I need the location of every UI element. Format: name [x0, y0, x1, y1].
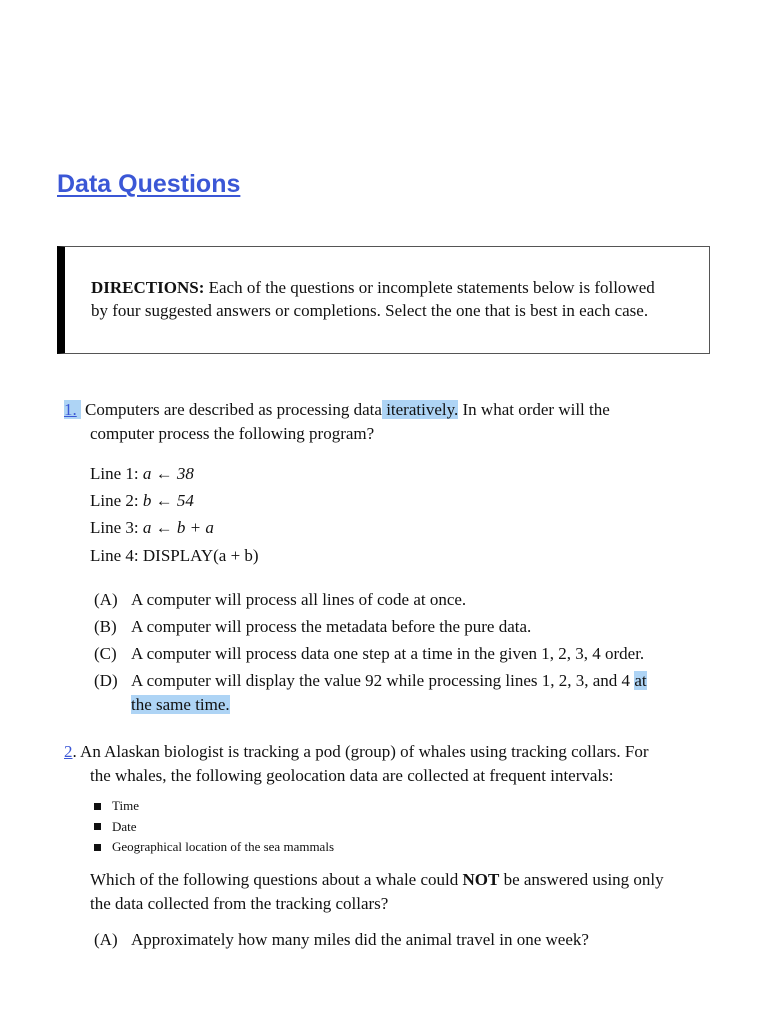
question-1: [64, 398, 610, 445]
choice-letter: (A): [94, 930, 118, 949]
question-1-text-pre: Computers are described as processing data: [80, 400, 382, 419]
directions-box: [57, 246, 710, 354]
list-item-text: Date: [112, 818, 137, 834]
code-line-4: [90, 546, 259, 566]
code-line-3-expr: a ← b + a: [142, 518, 214, 537]
code-line-2: [90, 491, 194, 511]
choice-letter: (B): [94, 617, 117, 636]
code-line-4-expr: DISPLAY(a + b): [142, 546, 259, 565]
question-1-choice-b[interactable]: [94, 615, 531, 639]
choice-text: A computer will process all lines of code at once.: [131, 590, 467, 609]
choice-letter: (C): [94, 644, 117, 663]
directions-line1: Each of the questions or incomplete statements below is followed: [204, 278, 655, 297]
question-2-prompt: [90, 868, 730, 915]
question-2-choice-a[interactable]: [94, 928, 589, 952]
question-2: [64, 740, 649, 787]
prompt-post: be answered using only: [499, 870, 664, 889]
code-line-4-prefix: Line 4:: [90, 546, 143, 565]
question-1-number-highlight: [64, 400, 81, 419]
code-line-3: [90, 518, 214, 538]
choice-letter: (A): [94, 590, 118, 609]
question-2-text-line1: An Alaskan biologist is tracking a pod (group) of whales using tracking collars. For: [76, 742, 649, 761]
code-line-2-expr: b ← 54: [142, 491, 194, 510]
question-2-text-line2: the whales, the following geolocation data are collected at frequent intervals:: [90, 765, 614, 785]
choice-letter: (D): [94, 671, 118, 690]
question-2-bullet-list: [94, 796, 334, 858]
directions-label: DIRECTIONS:: [91, 278, 205, 297]
list-item: [94, 837, 334, 858]
question-2-number-suffix: .: [72, 742, 77, 761]
choice-text: A computer will process data one step at a time in the given 1, 2, 3, 4 order.: [131, 644, 645, 663]
square-bullet-icon: [94, 823, 101, 830]
question-1-highlighted-word: iteratively.: [381, 400, 459, 419]
code-line-2-prefix: Line 2:: [90, 491, 143, 510]
choice-text: A computer will process the metadata before the pure data.: [131, 617, 532, 636]
choice-text: A computer will display the value 92 while processing lines 1, 2, 3, and 4: [131, 671, 635, 690]
prompt-pre: Which of the following questions about a whale could: [90, 870, 463, 889]
question-1-text-line2: computer process the following program?: [90, 423, 375, 443]
choice-text: Approximately how many miles did the animal travel in one week?: [131, 930, 589, 949]
list-item: [94, 817, 334, 838]
list-item-text: Geographical location of the sea mammals: [112, 839, 335, 855]
code-line-1-expr: a ← 38: [142, 464, 194, 483]
question-1-choice-a[interactable]: [94, 588, 466, 612]
list-item: [94, 796, 334, 817]
question-2-number[interactable]: 2: [64, 742, 73, 761]
question-1-text-post: In what order will the: [458, 400, 610, 419]
page-title[interactable]: Data Questions: [57, 170, 241, 198]
code-line-1-prefix: Line 1:: [90, 464, 143, 483]
list-item-text: Time: [112, 798, 139, 814]
question-1-number[interactable]: 1.: [64, 400, 77, 419]
code-line-3-prefix: Line 3:: [90, 518, 143, 537]
directions-text: [91, 276, 711, 322]
question-1-choice-c[interactable]: [94, 642, 644, 666]
code-line-1: [90, 464, 194, 484]
square-bullet-icon: [94, 844, 101, 851]
question-1-choice-d[interactable]: [94, 669, 647, 716]
choice-d-highlight: at: [634, 671, 647, 690]
directions-line2: by four suggested answers or completions. Select the one that is best in each case.: [91, 301, 649, 320]
prompt-line2: the data collected from the tracking collars?: [90, 893, 389, 913]
choice-d-continuation: the same time.: [131, 694, 230, 714]
prompt-bold: NOT: [462, 870, 500, 889]
square-bullet-icon: [94, 803, 101, 810]
